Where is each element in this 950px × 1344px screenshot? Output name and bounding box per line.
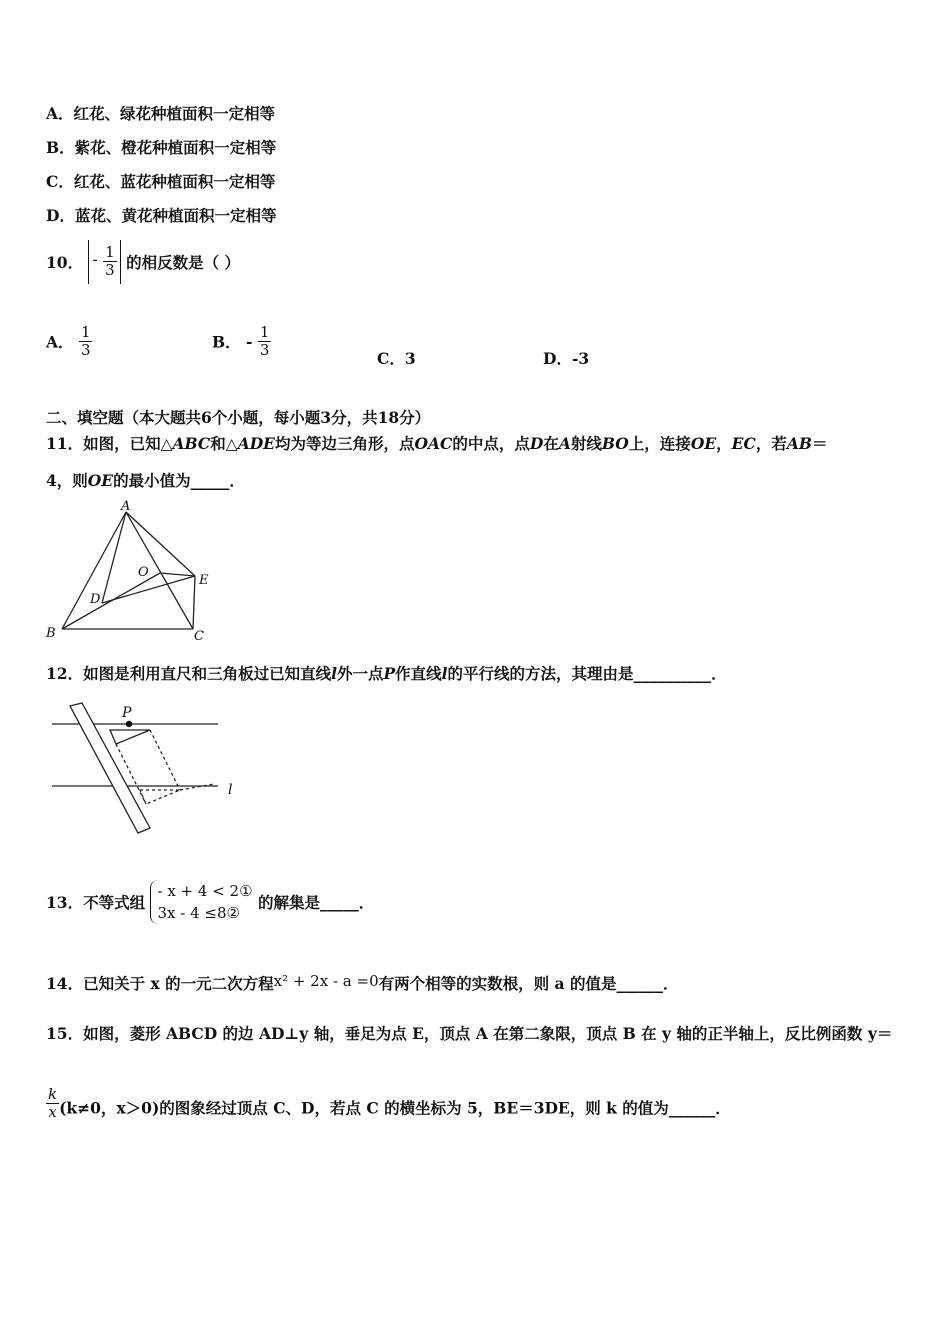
q11-var: OE bbox=[690, 434, 717, 453]
q10-question: 的相反数是（ ） bbox=[126, 253, 240, 272]
q12-stem bbox=[46, 662, 727, 684]
q10-abs-sign: - bbox=[92, 250, 98, 269]
edge-ad bbox=[102, 512, 126, 603]
q10-option-b-denominator: 3 bbox=[259, 341, 270, 359]
q11-text: ． bbox=[229, 471, 245, 490]
q14-stem bbox=[46, 972, 678, 994]
q11-answer-blank: _____ bbox=[190, 471, 230, 490]
q12-text: 作直线 bbox=[395, 664, 442, 683]
slide-path bbox=[150, 730, 180, 790]
q10-option-a-label: A． bbox=[46, 332, 74, 352]
label-p: P bbox=[122, 705, 132, 721]
dash-ext bbox=[180, 784, 214, 790]
q10-option-b-fraction bbox=[258, 324, 272, 359]
label-e: E bbox=[199, 573, 209, 588]
q15-text: ． bbox=[715, 1098, 731, 1118]
label-b: B bbox=[46, 626, 56, 641]
q13-inequality-system bbox=[150, 880, 252, 924]
ruler bbox=[70, 703, 150, 833]
q13-text: 的解集是 bbox=[257, 893, 320, 912]
q10-option-a-numerator: 1 bbox=[80, 323, 91, 341]
edge-ec bbox=[193, 576, 195, 629]
point-p bbox=[126, 721, 132, 727]
q11-text: 射线 bbox=[570, 434, 602, 453]
label-a: A bbox=[121, 499, 131, 514]
q11-text: ＝ bbox=[811, 434, 828, 453]
q11-text: 和△ bbox=[210, 434, 238, 453]
q12-var: P bbox=[383, 664, 396, 683]
q10-option-a-fraction bbox=[79, 324, 93, 359]
q11-line-1 bbox=[46, 432, 827, 454]
label-l: l bbox=[228, 782, 233, 798]
q11-triangle-figure bbox=[40, 498, 220, 646]
q11-line-2 bbox=[46, 469, 245, 491]
q14-text: ． bbox=[662, 974, 679, 993]
q11-var: OAC bbox=[414, 434, 453, 453]
q10-abs-fraction bbox=[103, 244, 117, 279]
q10-number: 10． bbox=[46, 253, 84, 272]
q11-text: 的最小值为 bbox=[113, 471, 191, 490]
q10-option-a-denominator: 3 bbox=[80, 341, 91, 359]
q15-fraction bbox=[46, 1086, 59, 1121]
q15-fraction-numerator: k bbox=[48, 1085, 58, 1103]
q9-option-b: B．紫花、橙花种植面积一定相等 bbox=[46, 138, 277, 157]
q14-text: 14．已知关于 x 的一元二次方程 bbox=[46, 974, 274, 993]
q10-option-d: D．-3 bbox=[543, 349, 590, 368]
q10-option-b-numerator: 1 bbox=[259, 323, 270, 341]
q11-var: A bbox=[558, 434, 571, 453]
q11-var: BO bbox=[601, 434, 629, 453]
edge-ac bbox=[126, 512, 193, 629]
label-d: D bbox=[90, 592, 101, 607]
edge-ae bbox=[126, 512, 195, 576]
q10-abs-numerator: 1 bbox=[105, 243, 115, 261]
q12-text: 12．如图是利用直尺和三角板过已知直线 bbox=[46, 664, 332, 683]
label-c: C bbox=[194, 629, 204, 644]
q13-inequality-1: - x + 4 < 2① bbox=[157, 882, 253, 900]
triangle-bottom bbox=[140, 790, 180, 804]
q10-stem bbox=[46, 240, 240, 284]
q11-var: D bbox=[529, 434, 544, 453]
q11-var: EC bbox=[731, 434, 756, 453]
q14-equation: x² + 2x - a =0 bbox=[273, 972, 379, 990]
q11-text: 4，则 bbox=[46, 471, 88, 490]
section-heading: 二、填空题（本大题共6个小题，每小题3分，共18分） bbox=[46, 408, 431, 427]
q10-option-b bbox=[212, 324, 271, 359]
q15-answer-blank: ______ bbox=[668, 1098, 716, 1118]
q15-line-1: 15．如图，菱形 ABCD 的边 AD⊥y 轴，垂足为点 E，顶点 A 在第二象限，顶点 B 在 y 轴的正半轴上，反比例函数 y＝ bbox=[46, 1024, 893, 1043]
q15-fraction-denominator: x bbox=[48, 1103, 57, 1121]
q12-answer-blank: __________ bbox=[633, 664, 712, 683]
q11-text: 上，连接 bbox=[628, 434, 691, 453]
edge-oe bbox=[160, 573, 195, 576]
q15-text: (k≠0，x＞0)的图象经过顶点 C、D，若点 C 的横坐标为 5，BE＝3DE，则 k 的值为 bbox=[59, 1098, 669, 1118]
q13-text: ． bbox=[358, 893, 375, 912]
q10-option-a bbox=[46, 324, 92, 359]
triangle-top bbox=[110, 730, 150, 744]
q12-text: ． bbox=[711, 664, 727, 683]
q11-text: 的中点，点 bbox=[452, 434, 530, 453]
q10-abs-denominator: 3 bbox=[105, 261, 115, 279]
q10-absolute-value bbox=[88, 240, 120, 284]
q12-var: l bbox=[331, 664, 337, 683]
q12-var: l bbox=[441, 664, 448, 683]
q11-var: ADE bbox=[237, 434, 275, 453]
q11-text: 11．如图，已知△ bbox=[46, 434, 173, 453]
q11-var: AB bbox=[786, 434, 812, 453]
q13-inequality-2: 3x - 4 ≤8② bbox=[157, 904, 240, 922]
q13-stem bbox=[46, 880, 374, 924]
q11-text: ，若 bbox=[755, 434, 787, 453]
q11-text: 均为等边三角形，点 bbox=[274, 434, 415, 453]
q10-option-b-label: B． bbox=[212, 332, 241, 352]
q15-line-2 bbox=[46, 1086, 731, 1121]
q14-answer-blank: ______ bbox=[616, 974, 663, 993]
q11-text: ， bbox=[716, 434, 732, 453]
q9-option-d: D．蓝花、黄花种植面积一定相等 bbox=[46, 206, 277, 225]
q12-text: 外一点 bbox=[336, 664, 384, 683]
q13-text: 13．不等式组 bbox=[46, 893, 146, 912]
q12-text: 的平行线的方法，其理由是 bbox=[447, 664, 634, 683]
q10-option-c: C．3 bbox=[377, 349, 416, 368]
q11-var: ABC bbox=[172, 434, 211, 453]
q10-option-b-sign: - bbox=[246, 332, 253, 351]
q9-option-a: A．红花、绿花种植面积一定相等 bbox=[46, 104, 276, 123]
q11-var: OE bbox=[87, 471, 114, 490]
q12-ruler-figure bbox=[46, 700, 246, 840]
q11-text: 在 bbox=[543, 434, 559, 453]
q13-answer-blank: _____ bbox=[319, 892, 359, 912]
label-o: O bbox=[138, 565, 149, 580]
q14-text: 有两个相等的实数根，则 a 的值是 bbox=[378, 974, 617, 993]
q9-option-c: C．红花、蓝花种植面积一定相等 bbox=[46, 172, 276, 191]
